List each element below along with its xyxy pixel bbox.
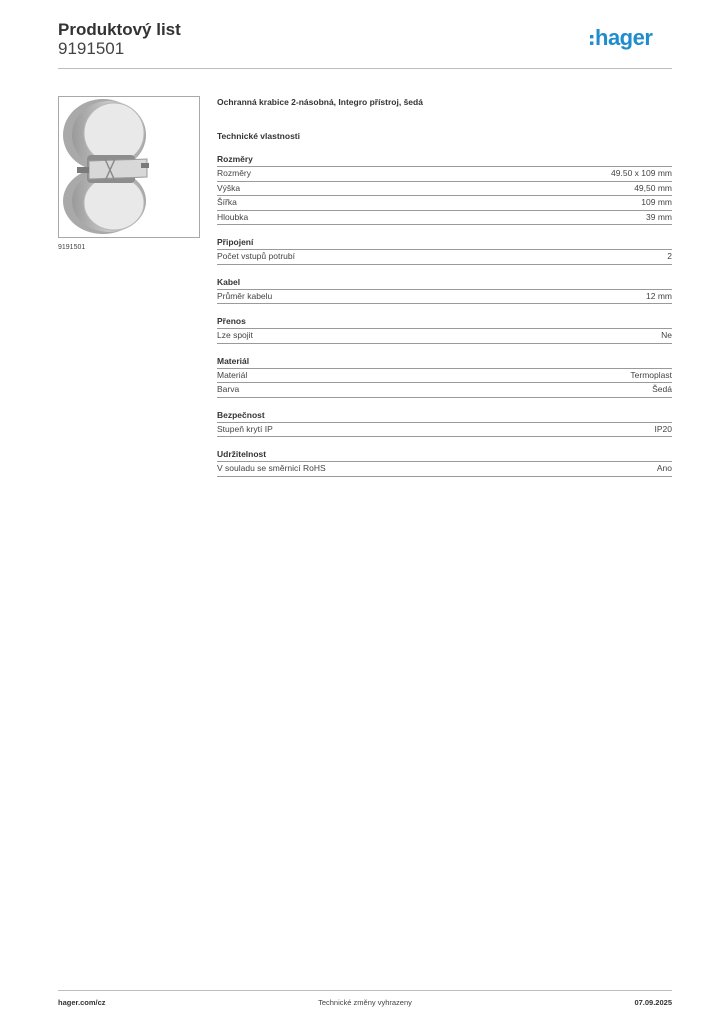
spec-section [217, 448, 672, 477]
spec-row [217, 290, 672, 305]
spec-label: Hloubka [217, 211, 249, 222]
spec-row [217, 196, 672, 211]
page-title: Produktový list [58, 20, 181, 39]
technical-properties-heading: Technické vlastnosti [217, 131, 300, 141]
section-title: Rozměry [217, 153, 672, 167]
header-divider [58, 68, 672, 69]
section-title: Přenos [217, 315, 672, 329]
spec-label: Průměr kabelu [217, 290, 273, 301]
spec-value: 39 mm [646, 211, 672, 222]
spec-section [217, 355, 672, 398]
spec-row [217, 167, 672, 182]
image-caption: 9191501 [58, 244, 86, 251]
spec-value: Ne [661, 330, 672, 340]
spec-label: Rozměry [217, 168, 252, 178]
spec-section [217, 315, 672, 344]
spec-row [217, 182, 672, 197]
product-image [58, 96, 200, 238]
section-title: Udržitelnost [217, 448, 672, 462]
footer-date: 07.09.2025 [634, 998, 672, 1007]
section-title: Připojení [217, 236, 672, 250]
spec-value: 109 mm [641, 197, 672, 207]
spec-label: Stupeň krytí IP [217, 423, 273, 434]
protective-box-illustration [59, 97, 199, 237]
spec-row [217, 329, 672, 344]
section-title: Bezpečnost [217, 409, 672, 423]
spec-label: Materiál [217, 369, 248, 380]
spec-label: Barva [217, 384, 240, 394]
hager-logo [590, 26, 672, 50]
product-number: 9191501 [58, 39, 125, 58]
spec-value: Šedá [652, 384, 672, 394]
footer-divider [58, 990, 672, 991]
spec-value: 49.50 x 109 mm [611, 168, 672, 178]
footer-notice: Technické změny vyhrazeny [318, 998, 412, 1007]
spec-row [217, 423, 672, 438]
spec-label: Počet vstupů potrubí [217, 251, 295, 261]
spec-section [217, 276, 672, 305]
spec-value: Termoplast [630, 369, 672, 380]
page-header [58, 20, 672, 68]
spec-value: Ano [656, 463, 672, 473]
spec-row [217, 462, 672, 477]
spec-label: Výška [217, 182, 241, 193]
spec-label: Lze spojit [217, 330, 253, 340]
logo-text: hager [595, 26, 653, 50]
product-details [217, 96, 672, 488]
spec-row [217, 211, 672, 226]
page-footer [58, 998, 672, 1010]
product-name: Ochranná krabice 2-násobná, Integro přístroj, šedá [217, 97, 423, 107]
section-title: Materiál [217, 355, 672, 369]
spec-section [217, 409, 672, 438]
spec-row [217, 250, 672, 265]
spec-value: 2 [667, 251, 672, 261]
spec-value: 12 mm [646, 290, 672, 301]
spec-value: 49,50 mm [634, 182, 672, 193]
spec-section [217, 153, 672, 225]
spec-section [217, 236, 672, 265]
section-title: Kabel [217, 276, 672, 290]
spec-sections [217, 153, 672, 477]
spec-row [217, 383, 672, 398]
footer-website-link[interactable]: hager.com/cz [58, 998, 106, 1007]
spec-label: V souladu se směrnicí RoHS [217, 463, 326, 473]
spec-row [217, 369, 672, 384]
spec-value: IP20 [654, 423, 672, 434]
spec-label: Šířka [217, 197, 237, 207]
